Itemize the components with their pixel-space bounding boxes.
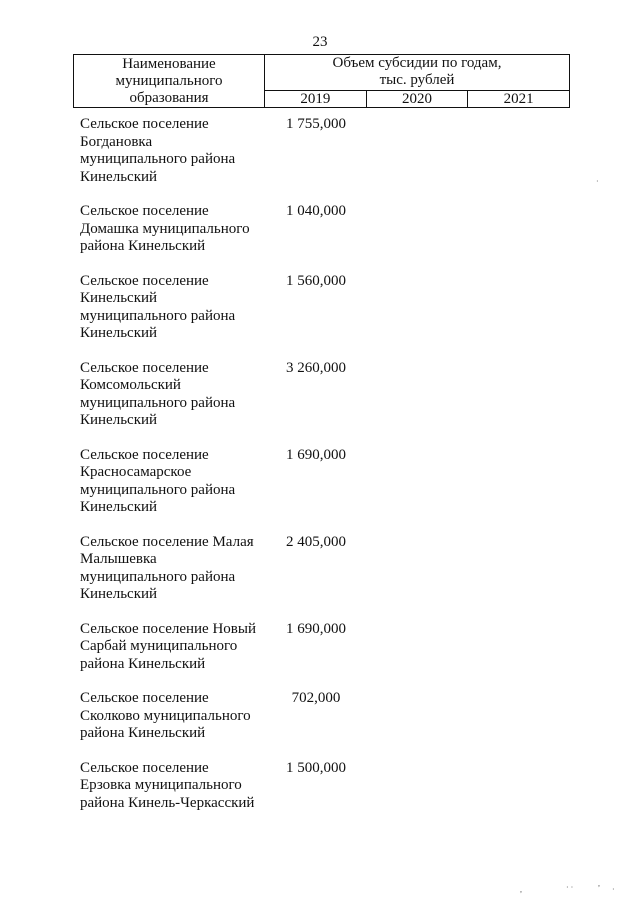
name-line: муниципального района	[80, 481, 236, 498]
header-year-2019: 2019	[265, 90, 367, 107]
name-line: Домашка муниципального	[80, 220, 250, 237]
header-year-2021: 2021	[468, 90, 570, 107]
municipality-name	[80, 273, 270, 343]
municipality-name	[80, 447, 270, 517]
name-line: Сельское поселение	[80, 116, 209, 132]
name-line: Кинельский	[80, 586, 158, 602]
name-line: Кинельский	[80, 499, 158, 515]
table-row	[80, 273, 570, 343]
name-line: муниципального района	[80, 394, 236, 411]
header-subsidy-by-years	[265, 55, 570, 91]
municipality-name	[80, 690, 270, 743]
name-line: Сельское поселение	[80, 690, 209, 706]
name-line: муниципального района	[80, 151, 236, 167]
header-municipality-name	[74, 55, 265, 108]
subsidy-table-header	[73, 54, 570, 108]
page-number: 23	[312, 34, 328, 50]
name-line: Комсомольский	[80, 377, 181, 393]
value-2019: 1 690,000	[286, 446, 346, 463]
municipality-name	[80, 621, 270, 674]
header-name-line: Наименование	[122, 56, 216, 72]
municipality-name	[80, 360, 270, 430]
value-2019: 2 405,000	[286, 533, 346, 550]
value-2019: 1 755,000	[286, 116, 346, 132]
name-line: района Кинель-Черкасский	[80, 794, 255, 811]
scan-speck: · ·	[566, 883, 574, 892]
value-2019: 702,000	[291, 690, 341, 706]
municipality-name	[80, 116, 270, 186]
value-2019: 1 040,000	[286, 203, 346, 219]
header-years-line: Объем субсидии по годам,	[332, 55, 502, 72]
name-line: муниципального района	[80, 307, 236, 324]
name-line: Сельское поселение	[80, 203, 209, 219]
name-line: Кинельский	[80, 325, 158, 341]
name-line: Сельское поселение	[80, 446, 209, 463]
name-line: Сельское поселение Малая	[80, 533, 254, 550]
value-2019: 1 690,000	[286, 620, 346, 637]
municipality-name	[80, 203, 270, 256]
name-line: района Кинельский	[80, 725, 206, 741]
header-years-line: тыс. рублей	[379, 72, 455, 89]
name-line: Кинельский	[80, 168, 158, 185]
name-line: Сельское поселение	[80, 272, 209, 289]
name-line: Кинельский	[80, 290, 158, 306]
name-line: Сельское поселение Новый	[80, 620, 256, 637]
table-row	[80, 116, 570, 186]
table-row	[80, 447, 570, 517]
table-row	[80, 621, 570, 674]
table-row	[80, 360, 570, 430]
municipality-name	[80, 534, 270, 604]
name-line: Сельское поселение	[80, 359, 209, 376]
value-2019: 1 560,000	[286, 272, 346, 289]
name-line: Сарбай муниципального	[80, 638, 238, 654]
name-line: Красносамарское	[80, 464, 192, 480]
name-line: Кинельский	[80, 412, 158, 428]
scan-speck: ·	[612, 885, 615, 894]
table-row	[80, 203, 570, 256]
name-line: муниципального района	[80, 568, 236, 585]
scan-speck: ·	[596, 177, 599, 186]
name-line: Малышевка	[80, 551, 157, 567]
name-line: Ерзовка муниципального	[80, 777, 242, 793]
header-year-2020: 2020	[366, 90, 468, 107]
scan-speck: ,	[598, 879, 600, 888]
municipality-name	[80, 760, 270, 813]
name-line: Богдановка	[80, 133, 153, 150]
header-name-line: муниципального	[115, 73, 223, 89]
value-2019: 3 260,000	[286, 359, 346, 376]
name-line: Сколково муниципального	[80, 707, 251, 724]
table-row	[80, 760, 570, 813]
table-row	[80, 690, 570, 743]
value-2019: 1 500,000	[286, 759, 346, 776]
name-line: района Кинельский	[80, 655, 206, 672]
scan-speck: ,	[520, 885, 522, 894]
table-row	[80, 534, 570, 604]
subsidy-table-body	[80, 116, 570, 812]
name-line: района Кинельский	[80, 238, 206, 254]
name-line: Сельское поселение	[80, 759, 209, 776]
header-name-line: образования	[129, 90, 209, 106]
